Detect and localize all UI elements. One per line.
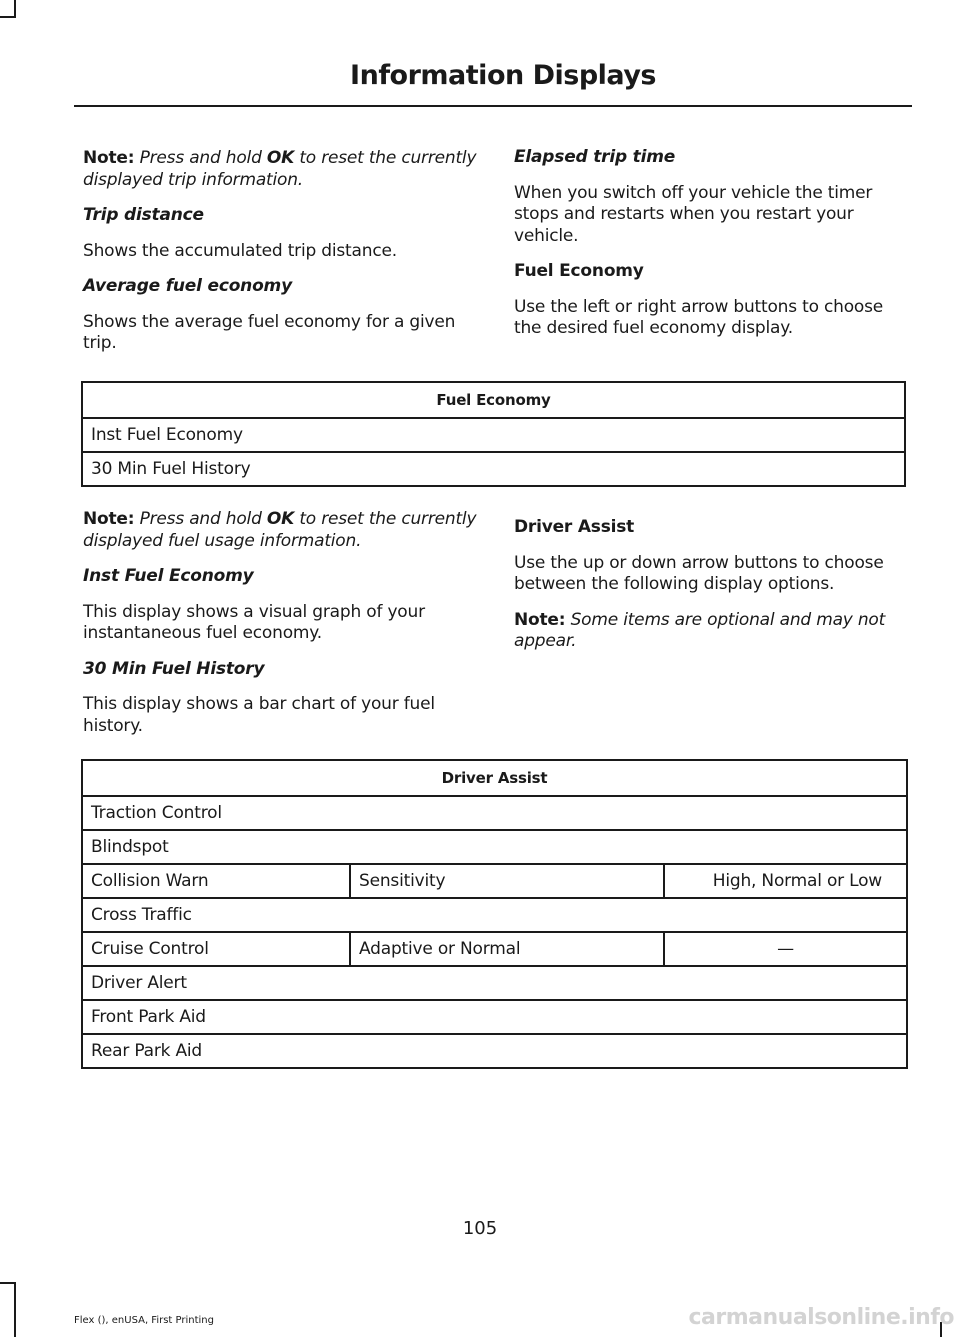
avg-fuel-heading: Average fuel economy [83,276,292,296]
table-cell: Traction Control [82,796,907,830]
note-label: Note: [83,148,135,168]
table-cell: Driver Alert [82,966,907,1000]
right-column-lower [514,517,909,653]
trip-distance-text: Shows the accumulated trip distance. [83,240,397,261]
trip-distance-heading: Trip distance [83,205,204,225]
table-row [82,864,907,898]
crop-mark-bottom-left [14,1282,16,1337]
note-fuel-reset [83,509,478,552]
note-text: Press and hold [134,148,267,168]
table-row [82,452,905,486]
fuel-economy-heading: Fuel Economy [514,261,644,281]
table-cell: — [664,932,907,966]
table-header: Fuel Economy [82,382,905,418]
note-label: Note: [83,509,135,529]
table-cell: Collision Warn [82,864,350,898]
inst-fuel-heading: Inst Fuel Economy [83,566,254,586]
table-row [82,418,905,452]
table-cell: Blindspot [82,830,907,864]
fuel-history-heading: 30 Min Fuel History [83,658,265,679]
table-row [82,966,907,1000]
fuel-history-text: This display shows a bar chart of your fuel history. [83,694,435,736]
avg-fuel-text: Shows the average fuel economy for a given trip. [83,311,456,353]
note-text: to reset the currently displayed fuel usage information. [83,509,477,551]
crop-mark-top-left-h [0,16,16,18]
table-cell: 30 Min Fuel History [82,452,905,486]
table-header: Driver Assist [82,760,907,796]
table-row [82,898,907,932]
elapsed-heading: Elapsed trip time [514,147,676,167]
table-cell: Adaptive or Normal [350,932,664,966]
note-text: to reset the currently displayed trip information. [83,148,477,190]
right-column-upper [514,147,909,340]
note-text: Press and hold [134,509,267,529]
left-column-lower [83,509,478,737]
header-rule [74,105,912,107]
driver-assist-heading: Driver Assist [514,517,635,537]
table-row [82,796,907,830]
driver-assist-text: Use the up or down arrow buttons to choose between the following display options. [514,552,884,594]
table-cell: High, Normal or Low [664,864,907,898]
note-label: Note: [514,609,566,630]
table-row [82,932,907,966]
page-number: 105 [462,1218,498,1239]
ok-label: OK [266,509,295,529]
footer-text: Flex (), enUSA, First Printing [74,1315,214,1326]
table-cell: Cross Traffic [82,898,907,932]
left-column-upper [83,148,478,355]
table-cell: Front Park Aid [82,1000,907,1034]
crop-mark-bottom-left-h [0,1282,16,1284]
note-text: Some items are optional and may not appear. [514,609,886,651]
table-cell: Sensitivity [350,864,664,898]
table-cell: Rear Park Aid [82,1034,907,1068]
fuel-economy-text: Use the left or right arrow buttons to choose the desired fuel economy display. [514,296,884,338]
watermark: carmanualsonline.info [688,1305,954,1330]
note-optional [514,610,909,653]
elapsed-text: When you switch off your vehicle the timer stops and restarts when you restart your vehicle. [514,182,873,246]
ok-label: OK [266,148,295,168]
inst-fuel-text: This display shows a visual graph of your instantaneous fuel economy. [83,601,425,643]
driver-assist-table [81,759,908,1069]
page-title: Information Displays [350,60,656,91]
fuel-economy-table [81,381,906,487]
table-row [82,1034,907,1068]
table-row [82,1000,907,1034]
table-cell: Inst Fuel Economy [82,418,905,452]
note-trip-reset [83,148,478,191]
table-row [82,830,907,864]
table-cell: Cruise Control [82,932,350,966]
